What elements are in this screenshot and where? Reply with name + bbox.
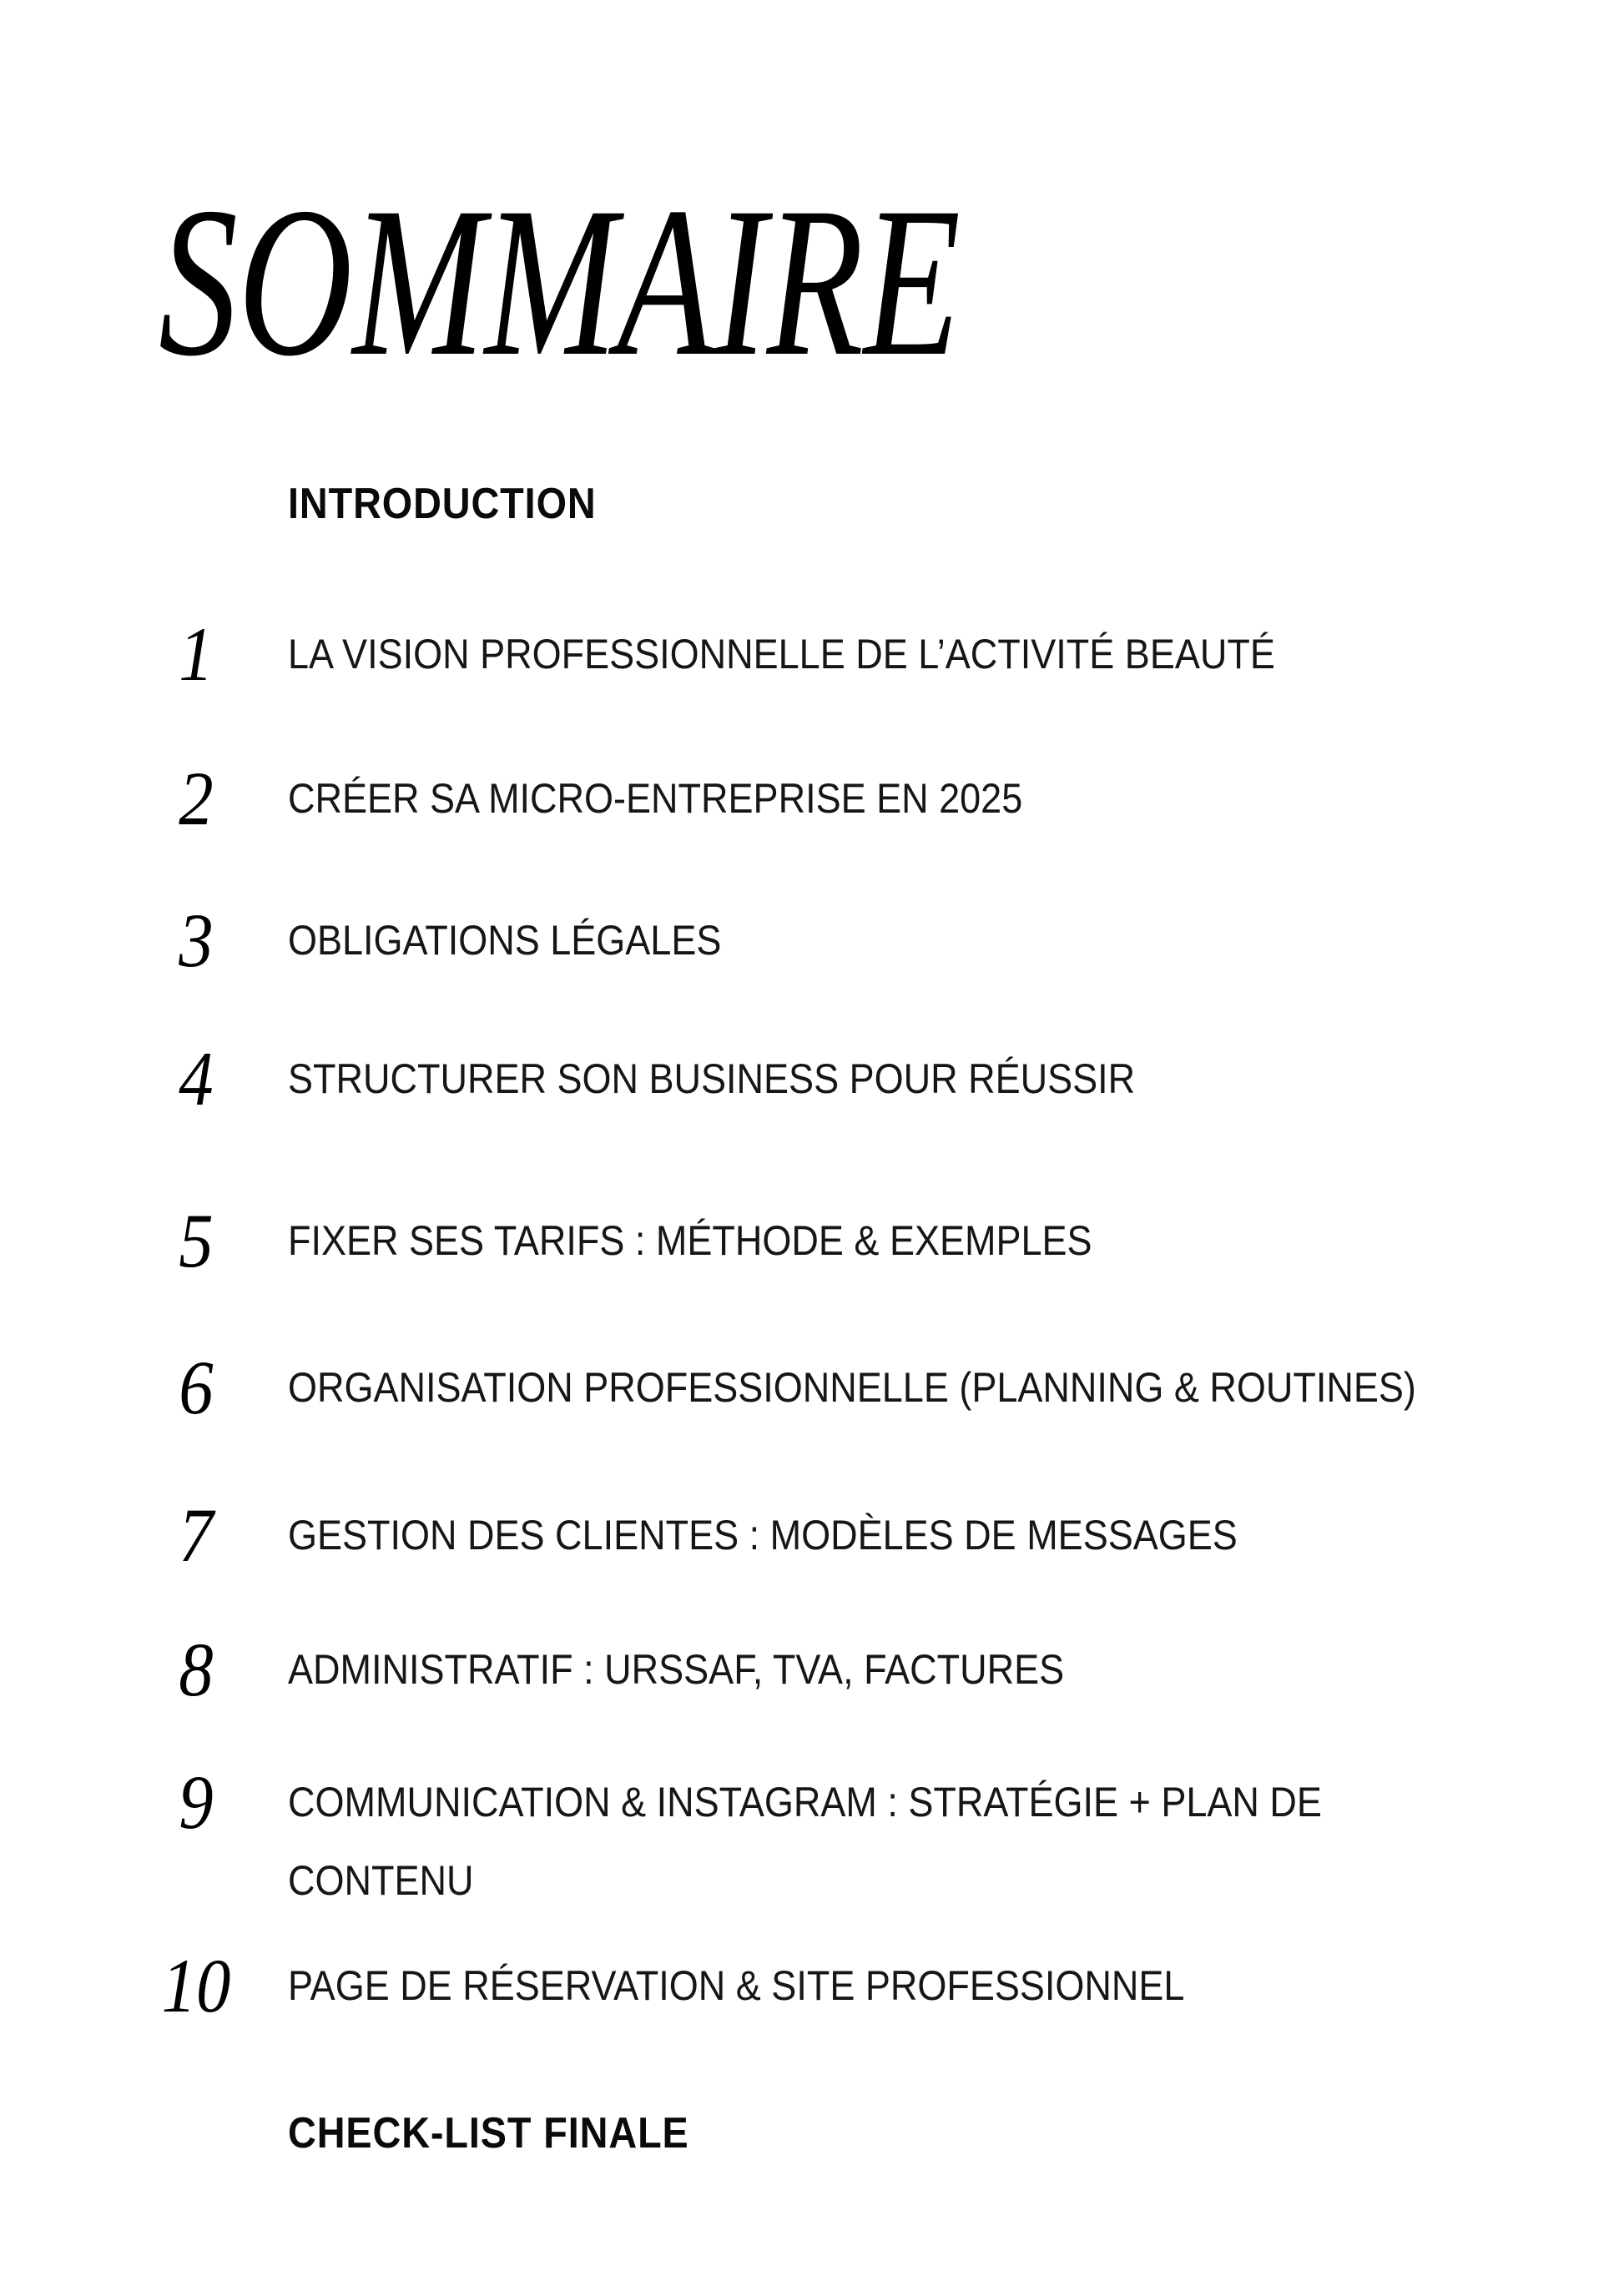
toc-row-number-text: 6	[179, 1345, 214, 1430]
toc-row-label-text: ORGANISATION PROFESSIONNELLE (PLANNING & ROUTINES)	[288, 1364, 1416, 1411]
section-introduction-label: INTRODUCTION	[288, 480, 597, 528]
toc-row-number	[125, 612, 267, 697]
page-title-text: SOMMAIRE	[159, 163, 961, 400]
toc-row-number	[125, 756, 267, 841]
toc-row-label	[288, 901, 769, 979]
toc-row-number	[125, 1198, 267, 1283]
toc-row-number	[125, 1760, 267, 1845]
toc-row-label	[288, 1201, 1182, 1280]
toc-row-label	[288, 1348, 1541, 1427]
toc-row-number-text: 4	[179, 1036, 214, 1121]
toc-row-number-text: 2	[179, 756, 214, 841]
toc-row-number-text: 1	[179, 612, 214, 697]
toc-row-label	[288, 759, 1104, 838]
toc-row	[125, 1345, 1541, 1430]
toc-row-number	[125, 1036, 267, 1121]
page-title	[159, 163, 1243, 400]
toc-row-label	[288, 1040, 1229, 1118]
toc-row	[125, 1627, 1150, 1712]
toc-row-label-text: STRUCTURER SON BUSINESS POUR RÉUSSIR	[288, 1055, 1136, 1102]
toc-row	[125, 756, 1104, 841]
toc-row	[125, 1943, 1284, 2028]
toc-row-number-text: 8	[179, 1627, 214, 1712]
toc-row-label	[288, 615, 1384, 693]
toc-row-label	[288, 1630, 1150, 1709]
toc-row	[125, 1493, 1343, 1578]
toc-row-label	[288, 1946, 1284, 2025]
toc-row-label-text: FIXER SES TARIFS : MÉTHODE & EXEMPLES	[288, 1217, 1092, 1264]
toc-row-label-text: LA VISION PROFESSIONNELLE DE L’ACTIVITÉ BEAUTÉ	[288, 631, 1275, 677]
toc-row-number-text: 9	[179, 1760, 214, 1845]
toc-row-label-text: PAGE DE RÉSERVATION & SITE PROFESSIONNEL	[288, 1962, 1185, 2009]
toc-row	[125, 1198, 1182, 1283]
toc-row-label-text: OBLIGATIONS LÉGALES	[288, 917, 722, 964]
toc-row-label	[288, 1496, 1343, 1574]
section-checklist-label: CHECK-LIST FINALE	[288, 2109, 689, 2158]
toc-row-number-text: 3	[179, 898, 214, 983]
toc-row-number	[125, 898, 267, 983]
toc-row-label-text: GESTION DES CLIENTES : MODÈLES DE MESSAGES	[288, 1512, 1238, 1558]
toc-row-label-text: ADMINISTRATIF : URSSAF, TVA, FACTURES	[288, 1646, 1065, 1693]
toc-row-label-text: CRÉER SA MICRO-ENTREPRISE EN 2025	[288, 775, 1023, 822]
toc-row-number	[125, 1943, 267, 2028]
section-checklist	[288, 2094, 734, 2173]
toc-row	[125, 1760, 1523, 1920]
section-introduction	[288, 465, 631, 543]
toc-row-number	[125, 1627, 267, 1712]
toc-row-label	[288, 1763, 1523, 1920]
toc-row-number-text: 5	[179, 1198, 214, 1283]
toc-row-number	[125, 1345, 267, 1430]
toc-row-label-text: COMMUNICATION & INSTAGRAM : STRATÉGIE + PLAN DE CONTENU	[288, 1779, 1322, 1904]
toc-row	[125, 898, 769, 983]
toc-row	[125, 612, 1384, 697]
toc-row	[125, 1036, 1229, 1121]
toc-row-number	[125, 1493, 267, 1578]
toc-row-number-text: 10	[161, 1943, 231, 2028]
toc-row-number-text: 7	[179, 1493, 214, 1578]
